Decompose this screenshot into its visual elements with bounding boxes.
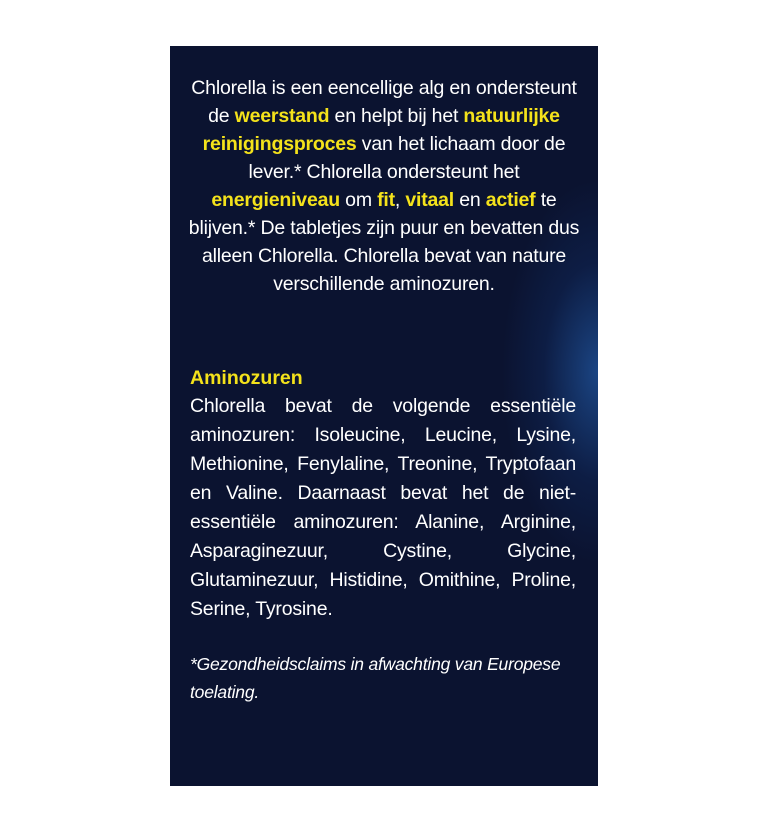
intro-text-5: , — [394, 189, 406, 211]
intro-text-1: Chlorella is een eencellige alg en ondersteunt de — [191, 77, 577, 127]
health-claims-footnote: *Gezondheidsclaims in afwachting van Europese toelating. — [190, 654, 561, 702]
highlight-fit: fit — [377, 189, 395, 211]
intro-text-6: en — [454, 189, 486, 211]
intro-text-2: en helpt bij het — [329, 105, 464, 127]
intro-text-4: om — [339, 189, 378, 211]
highlight-reinigingsproces: natuurlijke reinigingsproces — [202, 105, 560, 155]
highlight-weerstand: weerstand — [234, 105, 330, 127]
highlight-actief: actief — [485, 189, 536, 211]
intro-paragraph — [188, 74, 580, 298]
highlight-energieniveau: energieniveau — [211, 189, 340, 211]
aminozuren-paragraph: Chlorella bevat de volgende essentiële aminozuren: Isoleucine, Leucine, Lysine, Methionine, Fenylaline, Treonine, Tryptofaan en Valine. Daarnaast bevat het de niet-essentiële aminozuren: Alanine, Arginine, Asparaginezuur, Cystine, Glycine, Glutaminezuur, Histidine, Omithine, Proline, Serine, Tyrosine. — [190, 395, 576, 620]
highlight-vitaal: vitaal — [405, 189, 454, 211]
intro-text-7: te blijven.* De tabletjes zijn puur en bevatten dus alleen Chlorella. Chlorella bevat van nature verschillende aminozuren. — [188, 189, 580, 295]
product-info-panel — [170, 46, 598, 786]
aminozuren-heading: Aminozuren — [190, 367, 303, 389]
intro-text-3: van het lichaam door de lever.* Chlorella ondersteunt het — [248, 133, 566, 183]
